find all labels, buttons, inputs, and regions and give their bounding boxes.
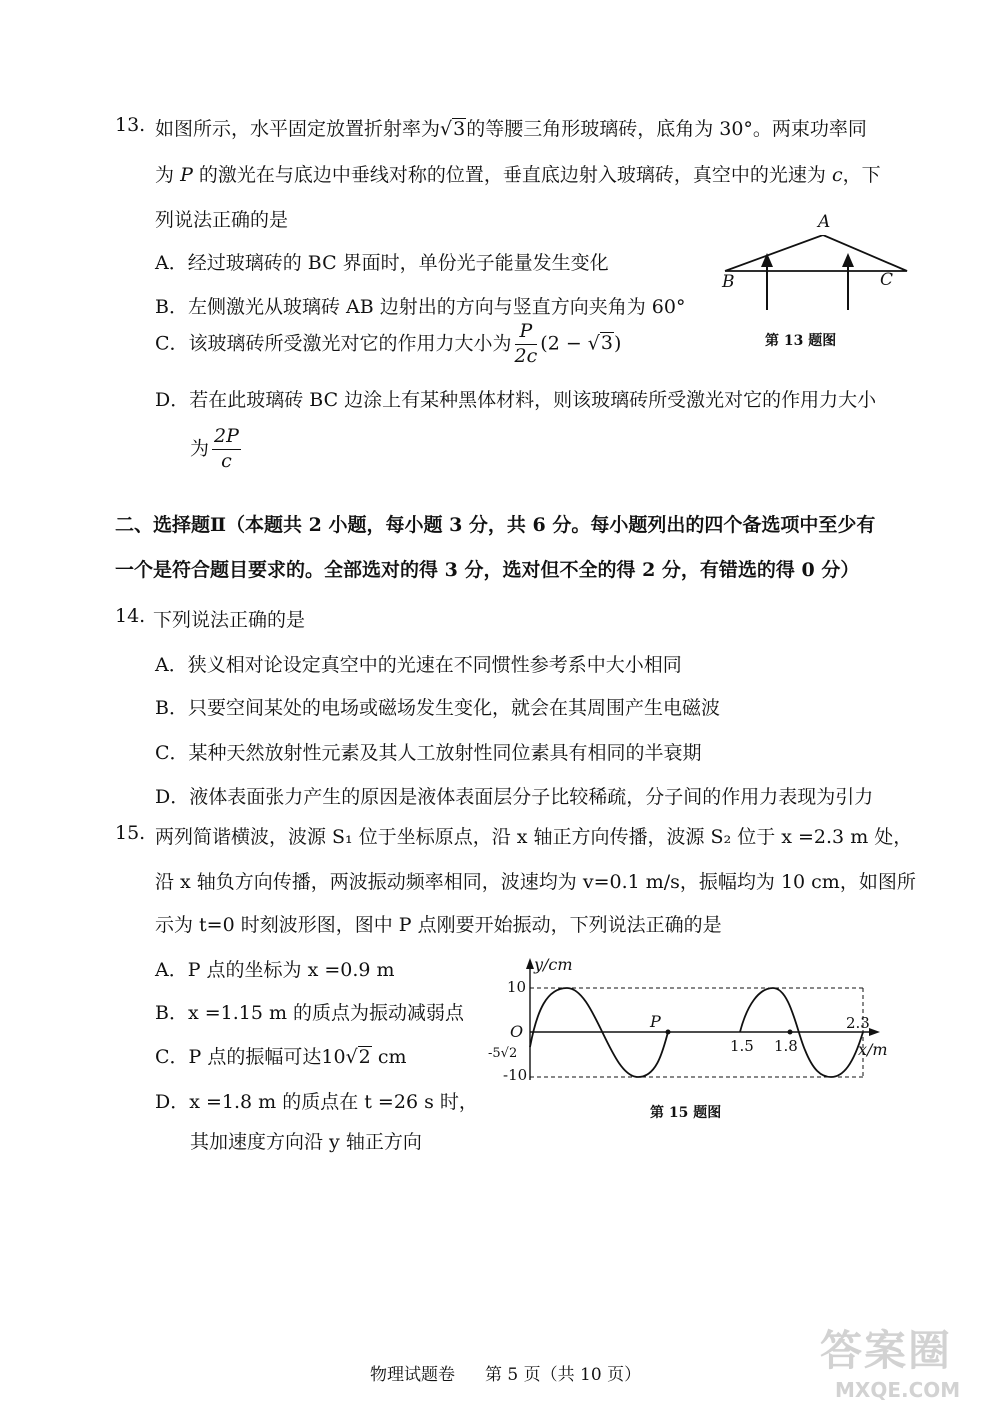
q13-stem-line1: 如图所示，水平固定放置折射率为√3的等腰三角形玻璃砖，底角为 30°。两束功率同	[155, 118, 867, 140]
q15-stem-line3: 示为 t=0 时刻波形图，图中 P 点刚要开始振动，下列说法正确的是	[155, 914, 722, 936]
watermark-logo: 答案圈	[820, 1326, 953, 1375]
section2-line2: 一个是符合题目要求的。全部选对的得 3 分，选对但不全的得 2 分，有错选的得 0 分）	[115, 559, 860, 581]
q13-stem-2c: ，下	[842, 164, 881, 186]
q15-stem-line2: 沿 x 轴负方向传播，两波振动频率相同，波速均为 v=0.1 m/s，振幅均为 10 cm，如图所	[155, 871, 916, 893]
q13-option-d2-fraction	[212, 425, 241, 474]
q15-label-p: P	[650, 1012, 661, 1031]
q15-wave-figure	[475, 955, 895, 1100]
q15-tick-15: 1.5	[730, 1037, 754, 1055]
q13-option-c-fraction	[515, 320, 538, 369]
q15-option-a: A．P 点的坐标为 x =0.9 m	[155, 959, 395, 981]
q13-figure-label-c: C	[880, 270, 894, 290]
q14-option-c: C．某种天然放射性元素及其人工放射性同位素具有相同的半衰期	[155, 742, 702, 764]
watermark-url: MXQE.COM	[835, 1378, 961, 1402]
q13-figure-caption: 第 13 题图	[765, 333, 837, 349]
footer-subject: 物理试题卷	[370, 1365, 455, 1385]
q14-number: 14.	[115, 605, 146, 627]
q15-tick-neg10: -10	[503, 1066, 528, 1084]
q13-stem-2b: 的激光在与底边中垂线对称的位置，垂直底边射入玻璃砖，真空中的光速为	[198, 164, 826, 186]
q13-option-d: D．若在此玻璃砖 BC 边涂上有某种黑体材料，则该玻璃砖所受激光对它的作用力大小	[155, 389, 877, 411]
q14-option-d: D．液体表面张力产生的原因是液体表面层分子比较稀疏，分子间的作用力表现为引力	[155, 786, 874, 808]
q13-figure-label-a: A	[818, 212, 831, 232]
q15-option-c: C．P 点的振幅可达10√2 cm	[155, 1046, 407, 1068]
q15-tick-23: 2.3	[846, 1014, 870, 1032]
q15-option-c-prefix: C．P 点的振幅可达	[155, 1046, 322, 1068]
q15-y-axis-arrow	[526, 958, 534, 969]
q15-x-label: x/m	[858, 1040, 888, 1059]
q15-number: 15.	[115, 822, 146, 844]
section2-line1: 二、选择题Ⅱ（本题共 2 小题，每小题 3 分，共 6 分。每小题列出的四个备选项中至少有	[115, 514, 876, 536]
q13-option-c-sqrt: 3	[600, 332, 613, 355]
q13-option-b: B．左侧激光从玻璃砖 AB 边射出的方向与竖直方向夹角为 60°	[155, 296, 686, 318]
q13-triangle	[725, 235, 907, 271]
q15-figure-caption: 第 15 题图	[650, 1105, 722, 1121]
q13-option-c: C．该玻璃砖所受激光对它的作用力大小为 $\frac{P}{2c}$ (2 − √3)	[155, 320, 622, 367]
q15-option-d-line2: 其加速度方向沿 y 轴正方向	[190, 1131, 422, 1153]
q15-option-c-coef: 10	[321, 1046, 346, 1068]
footer-page: 第 5 页（共 10 页）	[485, 1365, 642, 1385]
q14-option-a: A．狭义相对论设定真空中的光速在不同惯性参考系中大小相同	[155, 654, 682, 676]
q13-stem-line3: 列说法正确的是	[155, 209, 289, 231]
q13-number: 13.	[115, 114, 146, 136]
q13-option-d2-denominator: c	[221, 449, 232, 472]
q13-laser-right-arrowhead	[842, 253, 854, 267]
q15-tick-10: 10	[507, 978, 527, 996]
q13-laser-left-arrowhead	[761, 253, 773, 267]
q13-stem-2a: 为	[155, 164, 175, 186]
q13-option-a: A．经过玻璃砖的 BC 界面时，单份光子能量发生变化	[155, 252, 609, 274]
q15-option-c-unit: cm	[377, 1046, 407, 1068]
q15-tick-neg5r2: -5√2	[488, 1046, 518, 1061]
q15-origin: O	[510, 1022, 524, 1041]
q15-y-label: y/cm	[534, 955, 573, 974]
q13-option-d2-prefix: 为	[190, 437, 210, 460]
q13-symbol-p: P	[180, 164, 193, 186]
q15-option-b: B．x =1.15 m 的质点为振动减弱点	[155, 1002, 465, 1024]
q15-x-axis-arrow	[869, 1028, 880, 1036]
q13-option-c-denominator: 2c	[514, 344, 538, 367]
q13-stem-line2	[155, 160, 881, 187]
q13-option-d2-numerator: 2P	[212, 425, 241, 450]
q13-option-c-paren-close: )	[614, 332, 622, 355]
q13-stem-1a: 如图所示，水平固定放置折射率为	[155, 118, 441, 140]
q13-option-c-paren-open: (2 −	[540, 332, 582, 355]
q13-stem-1b: 的等腰三角形玻璃砖，底角为 30°。两束功率同	[466, 118, 867, 140]
q15-stem-line1: 两列简谐横波，波源 S₁ 位于坐标原点，沿 x 轴正方向传播，波源 S₂ 位于 x =2.3 m 处，	[155, 826, 913, 848]
q15-option-d: D．x =1.8 m 的质点在 t =26 s 时，	[155, 1091, 478, 1113]
q13-option-c-numerator: P	[515, 320, 538, 345]
q15-tick-18: 1.8	[774, 1037, 798, 1055]
q14-option-b: B．只要空间某处的电场或磁场发生变化，就会在其周围产生电磁波	[155, 697, 720, 719]
q13-option-c-prefix: C．该玻璃砖所受激光对它的作用力大小为	[155, 332, 512, 355]
q13-figure-label-b: B	[722, 272, 735, 292]
q13-symbol-c: c	[831, 164, 843, 186]
q15-point-18	[788, 1030, 793, 1035]
q13-sqrt-value: 3	[453, 118, 466, 140]
q15-option-c-sqrt: 2	[358, 1046, 371, 1068]
q15-point-p	[666, 1030, 671, 1035]
q14-stem: 下列说法正确的是	[153, 609, 306, 631]
q13-option-d-line2	[190, 425, 244, 474]
